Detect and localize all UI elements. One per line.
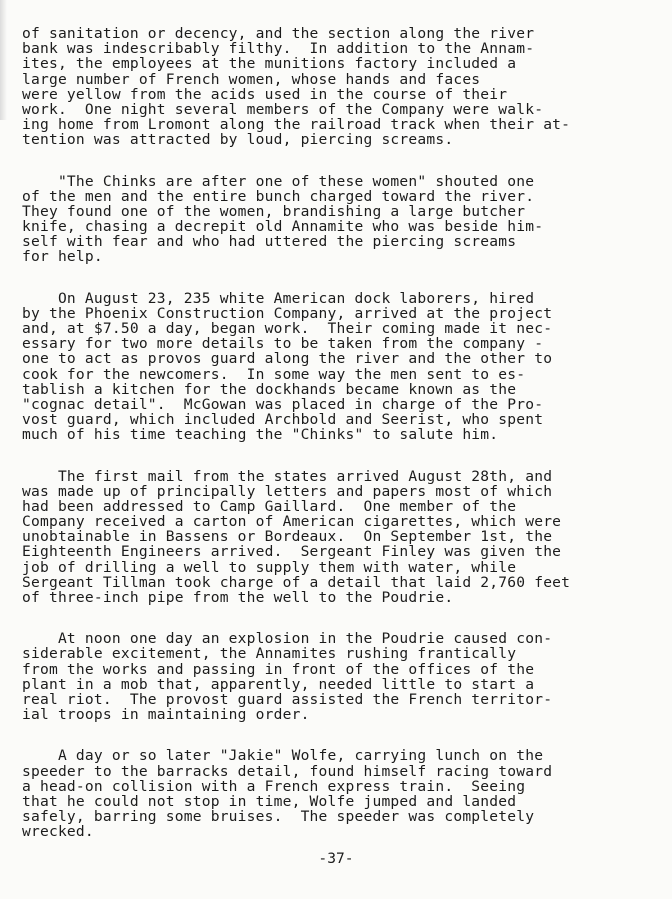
text-line: speeder to the barracks detail, found himself racing toward bbox=[22, 762, 553, 780]
text-line: ing home from Lromont along the railroad track when their at- bbox=[22, 116, 571, 134]
scan-edge-shadow bbox=[0, 0, 7, 120]
text-line: work. One night several members of the Company were walk- bbox=[22, 100, 544, 118]
text-line: essary for two more details to be taken from the company - bbox=[22, 335, 544, 353]
text-line: cook for the newcomers. In some way the men sent to es- bbox=[22, 365, 526, 383]
text-line: safely, barring some bruises. The speeder was completely bbox=[22, 808, 535, 826]
paragraph bbox=[22, 748, 620, 839]
text-line: Sergeant Tillman took charge of a detail that laid 2,760 feet bbox=[22, 573, 571, 591]
paragraph bbox=[22, 26, 620, 148]
text-line: large number of French women, whose hands and faces bbox=[22, 70, 481, 88]
text-line: was made up of principally letters and papers most of which bbox=[22, 482, 553, 500]
text-line: ites, the employees at the munitions factory included a bbox=[22, 55, 517, 73]
text-line: Eighteenth Engineers arrived. Sergeant Finley was given the bbox=[22, 543, 562, 561]
text-line: and, at $7.50 a day, began work. Their coming made it nec- bbox=[22, 320, 553, 337]
text-line: They found one of the women, brandishing a large butcher bbox=[22, 202, 526, 220]
document-body bbox=[22, 26, 620, 865]
text-line: of the men and the entire bunch charged toward the river. bbox=[22, 187, 535, 205]
text-line: siderable excitement, the Annamites rushing frantically bbox=[22, 645, 517, 663]
text-line: job of drilling a well to supply them with water, while bbox=[22, 558, 517, 576]
text-line: bank was indescribably filthy. In addition to the Annam- bbox=[22, 40, 535, 58]
text-line: wrecked. bbox=[22, 823, 94, 841]
text-line: knife, chasing a decrepit old Annamite who was beside him- bbox=[22, 218, 544, 236]
text-line: that he could not stop in time, Wolfe jumped and landed bbox=[22, 792, 517, 810]
text-line: A day or so later "Jakie" Wolfe, carrying lunch on the bbox=[22, 747, 544, 765]
text-line: Company received a carton of American cigarettes, which were bbox=[22, 513, 562, 531]
text-line: had been addressed to Camp Gaillard. One member of the bbox=[22, 497, 517, 515]
paragraph bbox=[22, 469, 620, 606]
text-line: by the Phoenix Construction Company, arrived at the project bbox=[22, 304, 553, 322]
text-line: one to act as provos guard along the river and the other to bbox=[22, 350, 553, 368]
text-line: self with fear and who had uttered the piercing screams bbox=[22, 233, 517, 251]
text-line: The first mail from the states arrived August 28th, and bbox=[22, 467, 553, 485]
text-line: from the works and passing in front of the offices of the bbox=[22, 660, 535, 678]
text-line: real riot. The provost guard assisted the French territor- bbox=[22, 690, 553, 708]
paragraph bbox=[22, 291, 620, 443]
page-number: -37- bbox=[318, 850, 354, 867]
text-line: On August 23, 235 white American dock laborers, hired bbox=[22, 289, 535, 307]
paragraph bbox=[22, 174, 620, 265]
text-line: plant in a mob that, apparently, needed little to start a bbox=[22, 675, 535, 693]
text-line: At noon one day an explosion in the Poudrie caused con- bbox=[22, 630, 553, 648]
text-line: for help. bbox=[22, 248, 103, 266]
text-line: ial troops in maintaining order. bbox=[22, 706, 310, 724]
text-line: "The Chinks are after one of these women" shouted one bbox=[22, 172, 535, 190]
text-line: tention was attracted by loud, piercing screams. bbox=[22, 131, 454, 149]
text-line: much of his time teaching the "Chinks" to salute him. bbox=[22, 426, 499, 444]
text-line: of sanitation or decency, and the section along the river bbox=[22, 25, 535, 42]
text-line: were yellow from the acids used in the course of their bbox=[22, 85, 508, 103]
text-line: unobtainable in Bassens or Bordeaux. On September 1st, the bbox=[22, 528, 553, 546]
text-line: a head-on collision with a French express train. Seeing bbox=[22, 777, 526, 795]
text-line: tablish a kitchen for the dockhands became known as the bbox=[22, 380, 517, 398]
text-line: "cognac detail". McGowan was placed in charge of the Pro- bbox=[22, 395, 544, 413]
text-line: vost guard, which included Archbold and Seerist, who spent bbox=[22, 411, 544, 429]
paragraph bbox=[22, 631, 620, 722]
text-line: of three-inch pipe from the well to the Poudrie. bbox=[22, 589, 454, 606]
